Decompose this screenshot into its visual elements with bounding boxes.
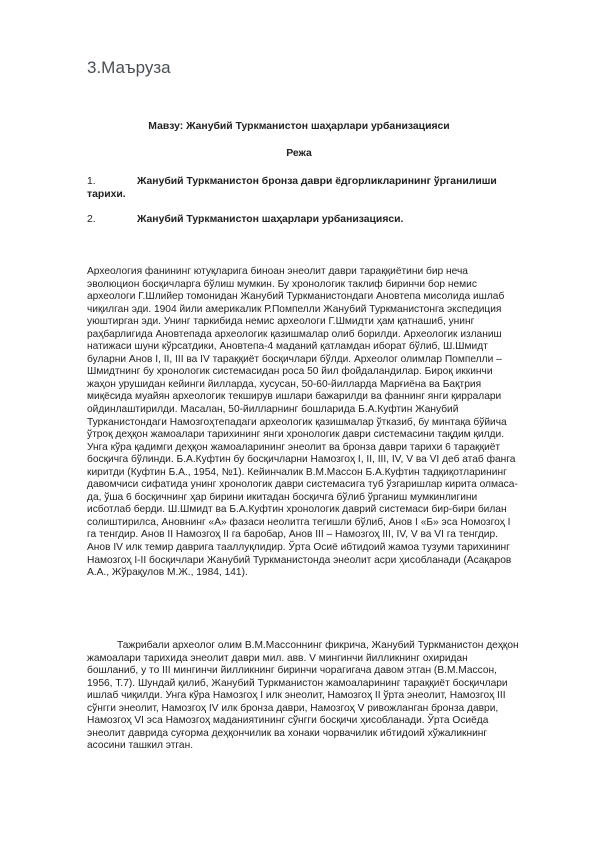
plan-item-number: 2. [87, 214, 96, 225]
plan-item-2 [87, 213, 527, 226]
paragraph-text: Археология фанининг ютуқларига биноан энеолит даври тараққиётини бир неча эволюцион босқичларга бўлиш мумкин. Бу хронологик таклиф биринчи бор немис археологи Г.Шлийер томонидан Жанубий Туркманистондаги Ановтепа мисолида ишлаб чиқилган эди. 1904 йили америкалик Р.Помпелли Жанубий Туркманистонга экспедиция уюштирган эди. Унинг таркибида немис археологи Г.Шмидти ҳам қатнашиб, унинг раҳбарлигида Ановтепада археологик қазишмалар олиб борилди. Археологик изланиш натижаси шуни кўрсатдики, Ановтепа-4 маданий қатламдан иборат бўлиб, Ш.Шмидт буларни Анов I, II, III ва IV тараққиёт босқичлари бўлди. Археолог олимлар Помпелли – Шмидтнинг бу хронологик системасидан роса 50 йил фойдаландилар. Бироқ иккинчи жаҳон урушидан кейинги йилларда, хусусан, 50-60-йилларда Марғиёна ва Бақтрия миқёсида муайян археологик текширув ишлари бажарилди ва фаннинг янги қирралари ойдинлаштирилди. Масалан, 50-йилларнинг бошларида Б.А.Куфтин Жанубий Турканистондаги Намозгоҳтепадаги археологик қазишмалар ўтказиб, бу минтақа бўйича ўтроқ деҳқон жамоалари тарихининг янги хронологик даври системасини тақдим қилди. Унга кўра қадимги деҳқон жамоаларининг энеолит ва бронза даври тарихи 6 тараққиёт босқичга бўлинди. Б.А.Куфтин бу босқичларни Намозгоҳ I, II, III, IV, V ва VI деб атаб фанга киритди (Куфтин Б.А., 1954, №1). Кейинчалик В.М.Массон Б.А.Куфтин тадқиқотларининг давомчиси сифатида унинг хронологик даври системасига туб ўзгаришлар кирита олмаса-да, ўша 6 босқичнинг ҳар бирини икитадан босқичга бўлиб ўрганиш мумкинлигини исботлаб берди. Ш.Шмидт ва Б.А.Куфтин хронологик даврий системаси бир-бири билан солиштирилса, Ановнинг «А» фазаси неолитга тегишли бўлиб, Анов I «Б» эса Номозгоҳ I га тенгдир. Анов II Намозгоҳ II га баробар, Анов III – Намозгоҳ III, IV, V ва VI га тенгдир. Анов IV илк темир даврига тааллуқлидир. Ўрта Осиё ибтидоий жамоа тузуми тарихининг Намозгоҳ I-II босқичлари Жанубий Туркманистонда энеолит асри ҳисобланади (Асақаров А.А., Жўрақулов М.Ж., 1984, 141). [87, 266, 518, 579]
plan-item-text: Жанубий Туркманистон бронза даври ёдгорликларининг ўрганилиши тарихи. [87, 176, 497, 201]
paragraph-text: Тажрибали археолог олим В.М.Массоннинг фикрича, Жанубий Туркманистон деҳқон жамоалари тарихида энеолит даври мил. авв. V мингинчи йилликнинг охиридан бошланиб, у то III мингинчи йилликнинг биринчи чорагигача давом этган (В.М.Массон, 1956, Т.7). Шундай қилиб, Жанубий Туркманистон жамоаларининг тараққиёт босқичлари ишлаб чиқилди. Унга кўра Намозгоҳ I илк энеолит, Намозгоҳ II ўрта энеолит, Намозгоҳ III сўнгги энеолит, Намозгоҳ IV илк бронза даври, Намозгоҳ V ривожланган бронза даври, Намозгоҳ VI эса Намозгоҳ маданиятининг сўнгги босқичи ҳисобланади. Ўрта Осиёда энеолит даврида суғорма деҳқончилик ва хонаки чорвачилик ибтидоий хўжаликнинг асосини ташкил этган. [87, 640, 519, 752]
lecture-heading: 3.Маъруза [87, 58, 171, 77]
body-paragraph-2 [87, 640, 519, 753]
plan-item-text: Жанубий Туркманистон шаҳарлари урбанизацияси. [137, 214, 404, 225]
body-paragraph-1 [87, 266, 519, 580]
plan-item-1 [87, 175, 527, 201]
topic-title: Мавзу: Жанубий Туркманистон шаҳарлари урбанизацияси [148, 121, 450, 132]
plan-item-number: 1. [87, 176, 96, 187]
plan-title: Режа [286, 148, 312, 159]
